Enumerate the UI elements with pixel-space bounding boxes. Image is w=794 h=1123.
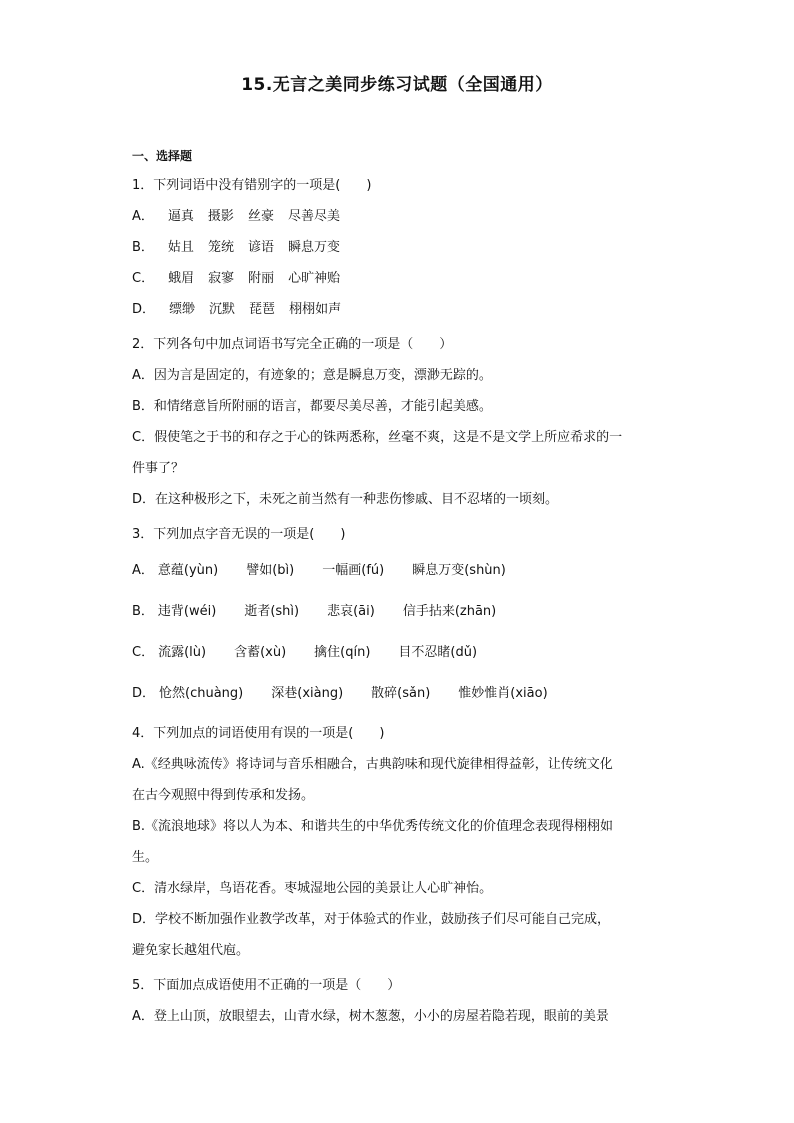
question-1-option-c: C． 蛾眉 寂寥 附丽 心旷神贻 (132, 271, 341, 286)
question-3-stem: 3．下列加点字音无误的一项是( ) (132, 527, 346, 542)
question-5-stem: 5．下面加点成语使用不正确的一项是（ ） (132, 978, 401, 993)
question-4-option-a-cont: 在古今观照中得到传承和发扬。 (132, 788, 315, 803)
question-4-option-d-cont: 避免家长越俎代庖。 (132, 943, 250, 958)
question-5-option-a: A．登上山顶，放眼望去，山青水绿，树木葱葱，小小的房屋若隐若现，眼前的美景 (132, 1009, 609, 1024)
question-2-option-b: B．和情绪意旨所附丽的语言，都要尽美尽善，才能引起美感。 (132, 399, 492, 414)
questions (132, 170, 672, 1032)
question-1-stem: 1．下列词语中没有错别字的一项是( ) (132, 178, 372, 193)
question-4-option-c: C．清水绿岸，鸟语花香。枣城湿地公园的美景让人心旷神怡。 (132, 881, 493, 896)
question-4-stem: 4．下列加点的词语使用有误的一项是( ) (132, 726, 385, 741)
question-2-option-c-cont: 件事了？ (132, 461, 185, 476)
question-4-option-d: D．学校不断加强作业教学改革，对于体验式的作业，鼓励孩子们尽可能自己完成， (132, 912, 611, 927)
question-2-stem: 2．下列各句中加点词语书写完全正确的一项是（ ） (132, 337, 453, 352)
question-2-option-d: D．在这种极形之下，未死之前当然有一种悲伤惨戚、目不忍堵的一顷刻。 (132, 492, 559, 507)
question-1-option-a: A． 逼真 摄影 丝豪 尽善尽美 (132, 209, 340, 224)
question-3-option-d: D． 怆然(chuàng) 深巷(xiàng) 散碎(sǎn) 惟妙惟肖(xiāo) (132, 686, 548, 701)
question-4-option-b: B.《流浪地球》将以人为本、和谐共生的中华优秀传统文化的价值理念表现得栩栩如 (132, 819, 614, 834)
question-2-option-a: A．因为言是固定的，有迹象的；意是瞬息万变，漂渺无踪的。 (132, 368, 492, 383)
question-2-option-c: C．假使笔之于书的和存之于心的铢两悉称，丝毫不爽，这是不是文学上所应希求的一 (132, 430, 623, 445)
question-3-option-c: C． 流露(lù) 含蓄(xù) 擒住(qín) 目不忍睹(dǔ) (132, 645, 478, 660)
question-4-option-a: A.《经典咏流传》将诗词与音乐相融合，古典韵味和现代旋律相得益彰，让传统文化 (132, 757, 613, 772)
question-3-option-a: A． 意蕴(yùn) 譬如(bì) 一幅画(fú) 瞬息万变(shùn) (132, 563, 506, 578)
section-heading: 一、选择题 (132, 149, 193, 163)
question-3-option-b: B． 违背(wéi) 逝者(shì) 悲哀(āi) 信手拈来(zhān) (132, 604, 497, 619)
question-4-option-b-cont: 生。 (132, 850, 159, 865)
question-1-option-b: B． 姑且 笼统 谚语 瞬息万变 (132, 240, 340, 255)
page-title: 15.无言之美同步练习试题（全国通用） (241, 75, 553, 95)
question-1-option-d: D． 缥缈 沉默 琵琶 栩栩如声 (132, 302, 342, 317)
